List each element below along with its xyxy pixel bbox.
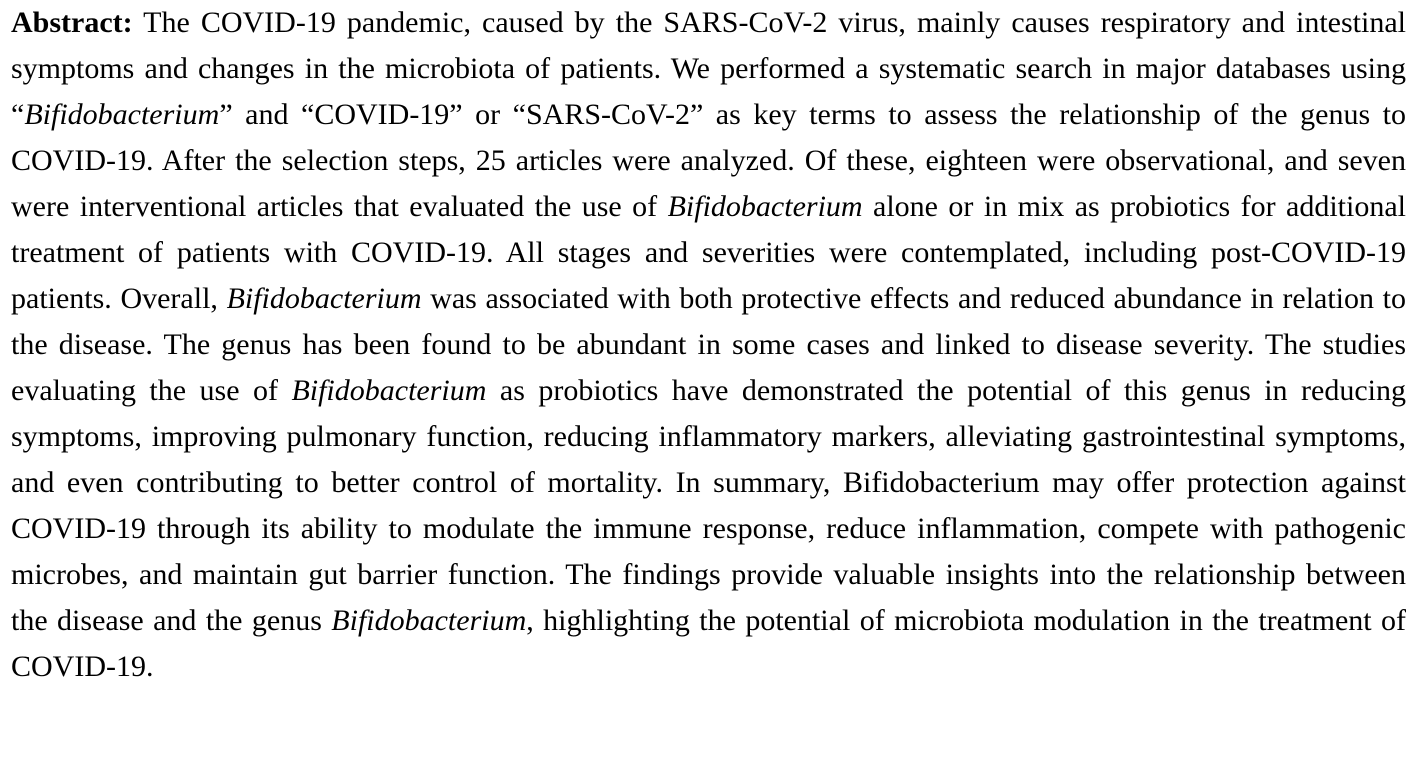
genus-name-italic: Bifidobacterium [667,190,863,223]
genus-name-italic: Bifidobacterium [331,604,527,637]
abstract-text: , highlighting the potential of microbiota modulation in the treatment of COVID-19. [11,604,1406,683]
abstract-text: The COVID-19 pandemic, caused by the SARS-CoV-2 virus, mainly causes respiratory and intestinal symptoms and changes in the microbiota of patients. We performed a systematic search in major databases using “ [11,6,1406,131]
genus-name-italic: Bifidobacterium [291,374,487,407]
genus-name-italic: Bifidobacterium [24,98,220,131]
abstract-text: alone or in mix as probiotics for additional treatment of patients with COVID-19. All stages and severities were contemplated, including post-COVID-19 patients. Overall, [11,190,1406,315]
abstract-text: ” and “COVID-19” or “SARS-CoV-2” as key terms to assess the relationship of the genus to COVID-19. After the selection steps, 25 articles were analyzed. Of these, eighteen were observational, and seven were interventional articles that evaluated the use of [11,98,1406,223]
abstract-text: as probiotics have demonstrated the potential of this genus in reducing symptoms, improving pulmonary function, reducing inflammatory markers, alleviating gastrointestinal symptoms, and even contributing to better control of mortality. In summary, Bifidobacterium may offer protection against COVID-19 through its ability to modulate the immune response, reduce inflammation, compete with pathogenic microbes, and maintain gut barrier function. The findings provide valuable insights into the relationship between the disease and the genus [11,374,1406,637]
abstract-paragraph [11,0,1406,690]
genus-name-italic: Bifidobacterium [226,282,422,315]
abstract-text: was associated with both protective effects and reduced abundance in relation to the disease. The genus has been found to be abundant in some cases and linked to disease severity. The studies evaluating the use of [11,282,1406,407]
abstract-label: Abstract: [11,6,133,39]
